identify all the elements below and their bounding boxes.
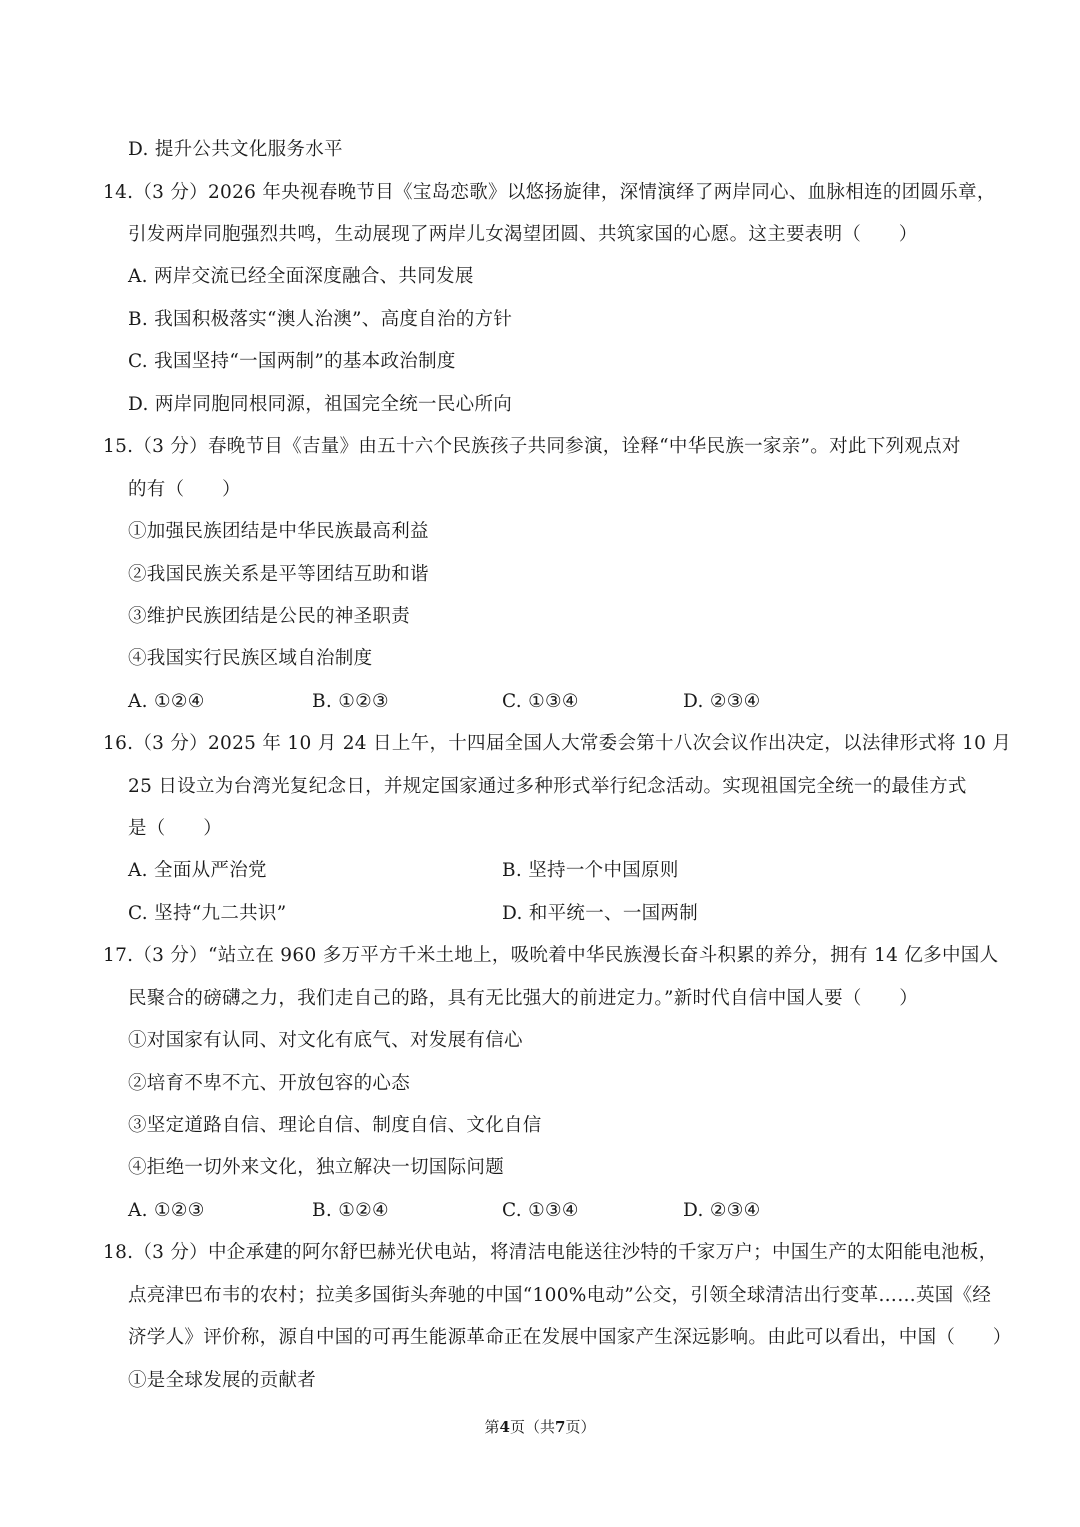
q16-option-d: D. 和平统一、一国两制 [502, 903, 699, 924]
q14-option-d: D. 两岸同胞同根同源，祖国完全统一民心所向 [128, 394, 513, 415]
q16-option-b: B. 坚持一个中国原则 [502, 860, 679, 881]
q16-stem-line-1: 16.（3 分）2025 年 10 月 24 日上午，十四届全国人大常委会第十八次会议作出决定，以法律形式将 10 月 [103, 733, 1012, 754]
q15-stem-line-1: 15.（3 分）春晚节目《吉量》由五十六个民族孩子共同参演，诠释“中华民族一家亲”。对此下列观点对 [103, 436, 961, 457]
footer-total-pages: 7 [555, 1418, 566, 1436]
q15-statement-4: ④我国实行民族区域自治制度 [128, 648, 373, 669]
q17-stem-line-2: 民聚合的磅礴之力，我们走自己的路，具有无比强大的前进定力。”新时代自信中国人要（ ） [128, 988, 919, 1009]
q16-option-c: C. 坚持“九二共识” [128, 903, 287, 924]
q16-stem-line-3: 是（ ） [128, 818, 223, 839]
q14-option-c: C. 我国坚持“一国两制”的基本政治制度 [128, 351, 456, 372]
q14-option-b: B. 我国积极落实“澳人治澳”、高度自治的方针 [128, 309, 513, 330]
q16-option-a: A. 全面从严治党 [128, 860, 267, 881]
q15-statement-1: ①加强民族团结是中华民族最高利益 [128, 521, 429, 542]
q16-stem-line-2: 25 日设立为台湾光复纪念日，并规定国家通过多种形式举行纪念活动。实现祖国完全统一的最佳方式 [128, 776, 967, 797]
q15-option-a: A. ①②④ [128, 691, 205, 712]
q13-option-d: D. 提升公共文化服务水平 [128, 139, 343, 160]
q17-stem-line-1: 17.（3 分）“站立在 960 多万平方千米土地上，吸吮着中华民族漫长奋斗积累的养分，拥有 14 亿多中国人 [103, 945, 999, 966]
q14-option-a: A. 两岸交流已经全面深度融合、共同发展 [128, 266, 474, 287]
q15-option-b: B. ①②③ [312, 691, 389, 712]
footer-middle: 页（共 [509, 1418, 555, 1436]
q15-option-c: C. ①③④ [502, 691, 579, 712]
q18-statement-1: ①是全球发展的贡献者 [128, 1370, 317, 1391]
q15-statement-2: ②我国民族关系是平等团结互助和谐 [128, 564, 429, 585]
q18-stem-line-1: 18.（3 分）中企承建的阿尔舒巴赫光伏电站，将清洁电能送往沙特的千家万户；中国生产的太阳能电池板， [103, 1242, 998, 1263]
q15-statement-3: ③维护民族团结是公民的神圣职责 [128, 606, 411, 627]
q17-option-b: B. ①②④ [312, 1200, 389, 1221]
footer-page-number: 4 [499, 1418, 510, 1436]
q18-stem-line-3: 济学人》评价称，源自中国的可再生能源革命正在发展中国家产生深远影响。由此可以看出，中国（ ） [128, 1327, 1012, 1348]
q17-statement-3: ③坚定道路自信、理论自信、制度自信、文化自信 [128, 1115, 542, 1136]
q17-statement-2: ②培育不卑不亢、开放包容的心态 [128, 1073, 411, 1094]
q17-option-d: D. ②③④ [683, 1200, 761, 1221]
q14-stem-line-1: 14.（3 分）2026 年央视春晚节目《宝岛恋歌》以悠扬旋律，深情演绎了两岸同心、血脉相连的团圆乐章， [103, 182, 996, 203]
q17-option-a: A. ①②③ [128, 1200, 205, 1221]
q17-statement-4: ④拒绝一切外来文化，独立解决一切国际问题 [128, 1157, 505, 1178]
q17-option-c: C. ①③④ [502, 1200, 579, 1221]
q15-stem-line-2: 的有（ ） [128, 479, 241, 500]
q14-stem-line-2: 引发两岸同胞强烈共鸣，生动展现了两岸儿女渴望团圆、共筑家国的心愿。这主要表明（ ） [128, 224, 918, 245]
page-footer [0, 1416, 1080, 1438]
footer-prefix: 第 [484, 1418, 500, 1436]
q15-option-d: D. ②③④ [683, 691, 761, 712]
q18-stem-line-2: 点亮津巴布韦的农村；拉美多国街头奔驰的中国“100%电动”公交，引领全球清洁出行变革……英国《经 [128, 1285, 992, 1306]
footer-suffix: 页） [565, 1418, 596, 1436]
q17-statement-1: ①对国家有认同、对文化有底气、对发展有信心 [128, 1030, 523, 1051]
